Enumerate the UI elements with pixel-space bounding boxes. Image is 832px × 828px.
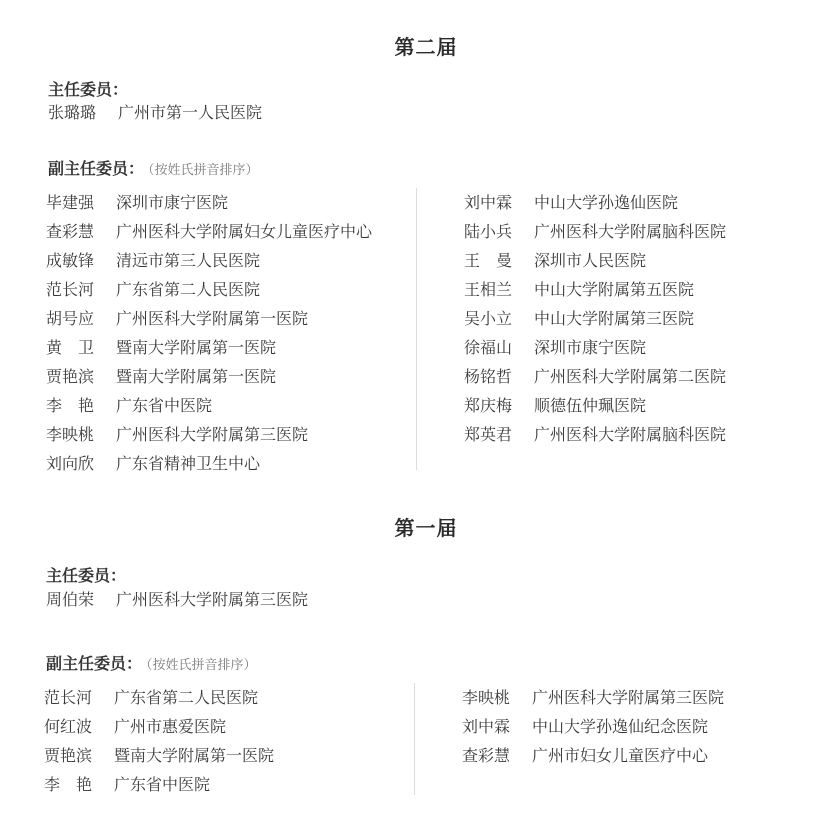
person-name: 郑英君	[464, 425, 513, 444]
person-org: 广东省第二人民医院	[116, 280, 261, 299]
person-org: 中山大学附属第五医院	[534, 280, 695, 299]
director-label: 主任委员：	[48, 80, 129, 99]
person-name: 成敏锋	[46, 251, 95, 270]
person-name: 何红波	[44, 717, 93, 736]
person-org: 暨南大学附属第一医院	[114, 746, 275, 765]
sort-note: （按姓氏拼音排序）	[148, 163, 259, 178]
person-org: 中山大学附属第三医院	[534, 309, 695, 328]
list-item	[464, 304, 694, 333]
list-item	[464, 420, 726, 449]
person-name: 查彩慧	[462, 746, 511, 765]
person-org: 广东省中医院	[116, 396, 213, 415]
person-name: 李 艳	[46, 396, 95, 415]
list-item	[464, 246, 646, 275]
director-entry	[46, 585, 308, 614]
person-name: 胡号应	[46, 309, 95, 328]
list-item	[44, 770, 210, 799]
list-item	[44, 741, 274, 770]
person-name: 杨铭哲	[464, 367, 513, 386]
person-org: 深圳市康宁医院	[534, 338, 647, 357]
person-name: 吴小立	[464, 309, 513, 328]
person-name: 王相兰	[464, 280, 513, 299]
person-name: 刘向欣	[46, 454, 95, 473]
person-org: 顺德伍仲珮医院	[534, 396, 647, 415]
list-item	[46, 304, 308, 333]
list-item	[46, 188, 228, 217]
person-org: 暨南大学附属第一医院	[116, 367, 277, 386]
list-item	[464, 333, 646, 362]
person-name: 李映桃	[462, 688, 511, 707]
person-org: 广州市妇女儿童医疗中心	[532, 746, 709, 765]
person-name: 范长河	[44, 688, 93, 707]
person-org: 深圳市康宁医院	[116, 193, 229, 212]
director-entry	[48, 98, 262, 127]
person-name: 范长河	[46, 280, 95, 299]
person-org: 广州医科大学附属第三医院	[116, 590, 309, 609]
list-item	[46, 217, 372, 246]
person-name: 陆小兵	[464, 222, 513, 241]
person-org: 广东省第二人民医院	[114, 688, 259, 707]
list-item	[46, 275, 260, 304]
person-name: 王 曼	[464, 251, 513, 270]
person-org: 广州医科大学附属脑科医院	[534, 425, 727, 444]
list-item	[462, 741, 708, 770]
person-org: 广州医科大学附属第二医院	[534, 367, 727, 386]
sort-note: （按姓氏拼音排序）	[146, 658, 257, 673]
section-title: 第一届	[394, 516, 458, 540]
list-item	[462, 712, 708, 741]
person-org: 暨南大学附属第一医院	[116, 338, 277, 357]
person-name: 黄 卫	[46, 338, 95, 357]
list-item	[462, 683, 724, 712]
person-org: 广东省中医院	[114, 775, 211, 794]
person-name: 李 艳	[44, 775, 93, 794]
column-divider	[414, 683, 415, 795]
person-name: 贾艳滨	[44, 746, 93, 765]
list-item	[464, 188, 678, 217]
person-name: 李映桃	[46, 425, 95, 444]
section-title: 第二届	[394, 35, 458, 59]
person-org: 中山大学孙逸仙医院	[534, 193, 679, 212]
column-divider	[416, 188, 417, 470]
vice-label-text: 副主任委员：	[46, 654, 143, 673]
list-item	[44, 683, 258, 712]
person-name: 张璐璐	[48, 103, 97, 122]
person-name: 刘中霖	[462, 717, 511, 736]
person-org: 清远市第三人民医院	[116, 251, 261, 270]
list-item	[46, 333, 276, 362]
person-org: 广州医科大学附属妇女儿童医疗中心	[116, 222, 373, 241]
director-label: 主任委员：	[46, 566, 127, 585]
vice-label-text: 副主任委员：	[48, 159, 145, 178]
list-item	[464, 362, 726, 391]
list-item	[46, 246, 260, 275]
list-item	[46, 391, 212, 420]
list-item	[464, 275, 694, 304]
person-name: 刘中霖	[464, 193, 513, 212]
person-org: 广东省精神卫生中心	[116, 454, 261, 473]
person-name: 徐福山	[464, 338, 513, 357]
person-org: 广州医科大学附属脑科医院	[534, 222, 727, 241]
list-item	[46, 449, 260, 478]
person-org: 广州医科大学附属第三医院	[532, 688, 725, 707]
person-org: 广州市惠爱医院	[114, 717, 227, 736]
person-name: 查彩慧	[46, 222, 95, 241]
person-name: 毕建强	[46, 193, 95, 212]
person-name: 贾艳滨	[46, 367, 95, 386]
list-item	[464, 391, 646, 420]
person-org: 广州医科大学附属第一医院	[116, 309, 309, 328]
person-org: 深圳市人民医院	[534, 251, 647, 270]
person-org: 中山大学孙逸仙纪念医院	[532, 717, 709, 736]
list-item	[44, 712, 226, 741]
person-org: 广州医科大学附属第三医院	[116, 425, 309, 444]
person-name: 郑庆梅	[464, 396, 513, 415]
person-org: 广州市第一人民医院	[118, 103, 263, 122]
vice-director-label	[48, 156, 259, 179]
list-item	[464, 217, 726, 246]
list-item	[46, 362, 276, 391]
person-name: 周伯荣	[46, 590, 95, 609]
vice-director-label	[46, 651, 257, 674]
list-item	[46, 420, 308, 449]
